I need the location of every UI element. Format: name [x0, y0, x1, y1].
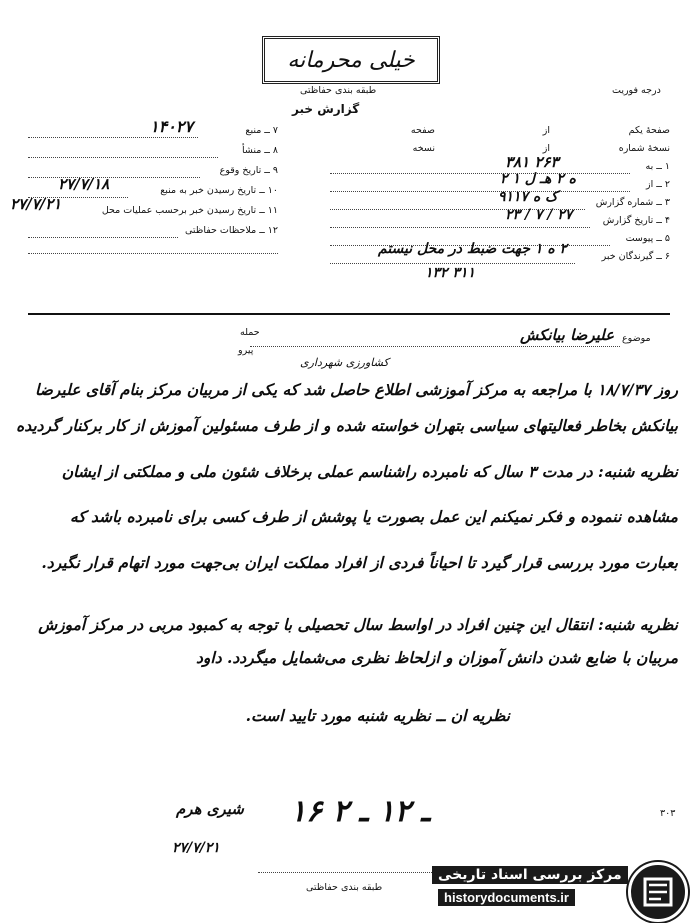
field-to-label: ۱ ــ به [645, 161, 670, 172]
signature-date: ۲۷/۷/۲۱ [172, 840, 220, 856]
footer-line [258, 872, 438, 873]
margin-note-attack: حمله [240, 327, 260, 338]
field-news-received-label: ۱۱ ــ تاریخ رسیدن خبر برحسب عملیات محل [101, 205, 278, 216]
field-copy-label: نسخهٔ شماره [618, 143, 670, 154]
classification-label: طبقه بندی حفاظتی [300, 85, 377, 96]
field-page-unit: صفحه [410, 125, 435, 136]
subject-label: موضوع [622, 333, 651, 344]
field-origin-line [28, 157, 218, 158]
file-number: ۱۶ ـ ۱۲ ـ ۲ [290, 794, 430, 829]
report-title: گزارش خبر [292, 102, 360, 116]
field-extra-line [28, 253, 278, 254]
header-separator [28, 313, 670, 315]
field-occurrence-date-label: ۹ ــ تاریخ وقوع [219, 165, 278, 176]
field-to-line [330, 173, 630, 174]
field-copy-unit: نسخه [412, 143, 435, 154]
right-fields-block [330, 125, 670, 285]
body-line-6: نظریه شنبه: انتقال این چنین افراد در اواسط سال تحصیلی با توجه به کمبود مربی در مرکز آموزش [38, 615, 678, 634]
body-line-3: نظریه شنبه: در مدت ۳ سال که نامبرده راشناسم عملی برخلاف شئون ملی و مملکتی از ایشان [61, 462, 678, 481]
field-recipients-line [330, 263, 575, 264]
field-security-notes-line [28, 237, 178, 238]
body-line-4: مشاهده ننموده و فکر نمیکنم این عمل بصورت یا پوشش از طرف کسی برای نامبرده باشد که [69, 507, 678, 526]
footer-classification: طبقه بندی حفاظتی [306, 882, 383, 893]
urgency-label: درجه فوریت [612, 85, 661, 96]
field-source-label: ۷ ــ منبع [245, 125, 278, 136]
field-from-label: ۲ ــ از [646, 179, 670, 190]
body-line-7: مربیان با ضایع شدن دانش آموزان و ازلحاظ نظری می‌شمایل میگردد. داود [196, 648, 678, 667]
field-page-of: از [542, 125, 550, 136]
field-from-line [330, 191, 630, 192]
recipients-extra-value: ۱۳۲ ۳۱۱ [425, 265, 475, 281]
field-security-notes-label: ۱۲ ــ ملاحظات حفاظتی [184, 225, 278, 236]
left-fields-block [10, 117, 278, 255]
field-report-date-value: ۲۳ / ۷ / ۲۷ [505, 207, 573, 223]
signature: شیری هرم [176, 800, 244, 818]
body-line-2: بیانکش بخاطر فعالیتهای سیاسی بتهران خواسته شده و از طرف مسئولین آموزش از کار برکنار گردیده [16, 416, 678, 435]
field-report-date-label: ۴ ــ تاریخ گزارش [602, 215, 670, 226]
field-page-label: صفحهٔ یکم [628, 125, 670, 136]
field-to-value: ۳۸۱ ۲۶۳ [505, 153, 559, 171]
body-line-1: روز ۱۸/۷/۳۷ با مراجعه به مرکز آموزشی اطلاع حاصل شد که یکی از مربیان مرکز بنام آقای علیرضا [35, 380, 678, 399]
field-source-value: ۱۴۰۲۷ [150, 117, 193, 136]
subject-value: علیرضا بیانکش [520, 326, 615, 344]
watermark-url: historydocuments.ir [438, 889, 575, 906]
field-news-to-source-value: ۲۷/۷/۱۸ [58, 175, 110, 193]
body-line-8: نظریه ان ــ نظریه شنبه مورد تایید است. [245, 706, 510, 725]
confidential-stamp: خیلی محرمانه [262, 36, 440, 84]
field-recipients-value: ۲ ه ۱ جهت ضبط در محل نیستم [378, 241, 568, 257]
field-news-received-value: ۲۷/۷/۲۱ [10, 195, 62, 213]
field-news-to-source-label: ۱۰ ــ تاریخ رسیدن خبر به منبع [160, 185, 278, 196]
field-copy-of: از [542, 143, 550, 154]
field-report-number-value: ۹۱۱۷ ک ه [498, 189, 558, 205]
field-recipients-label: ۶ ــ گیرندگان خبر [601, 251, 670, 262]
field-source-line [28, 137, 198, 138]
insert-note: کشاورزی شهرداری [300, 356, 389, 369]
field-from-value: ۲ ه ۲ هـ ل ۱ [500, 171, 576, 187]
field-origin-label: ۸ ــ منشأ [241, 145, 278, 156]
margin-note-follow-up: پیرو [238, 345, 254, 356]
watermark-title: مرکز بررسی اسناد تاریخی [432, 866, 628, 884]
body-line-5: بعبارت مورد بررسی قرار گیرد تا احیاناً فردی از افراد مملکت ایران بی‌جهت مورد اتهام قرار نگیرد. [41, 553, 678, 572]
page-number: ۳۰۳ [660, 808, 676, 819]
subject-line [250, 346, 620, 347]
field-report-number-label: ۳ ــ شماره گزارش [595, 197, 670, 208]
field-occurrence-date-line [28, 177, 200, 178]
field-attachment-label: ۵ ــ پیوست [625, 233, 670, 244]
field-report-date-line [330, 227, 590, 228]
archive-logo-icon [628, 862, 688, 922]
